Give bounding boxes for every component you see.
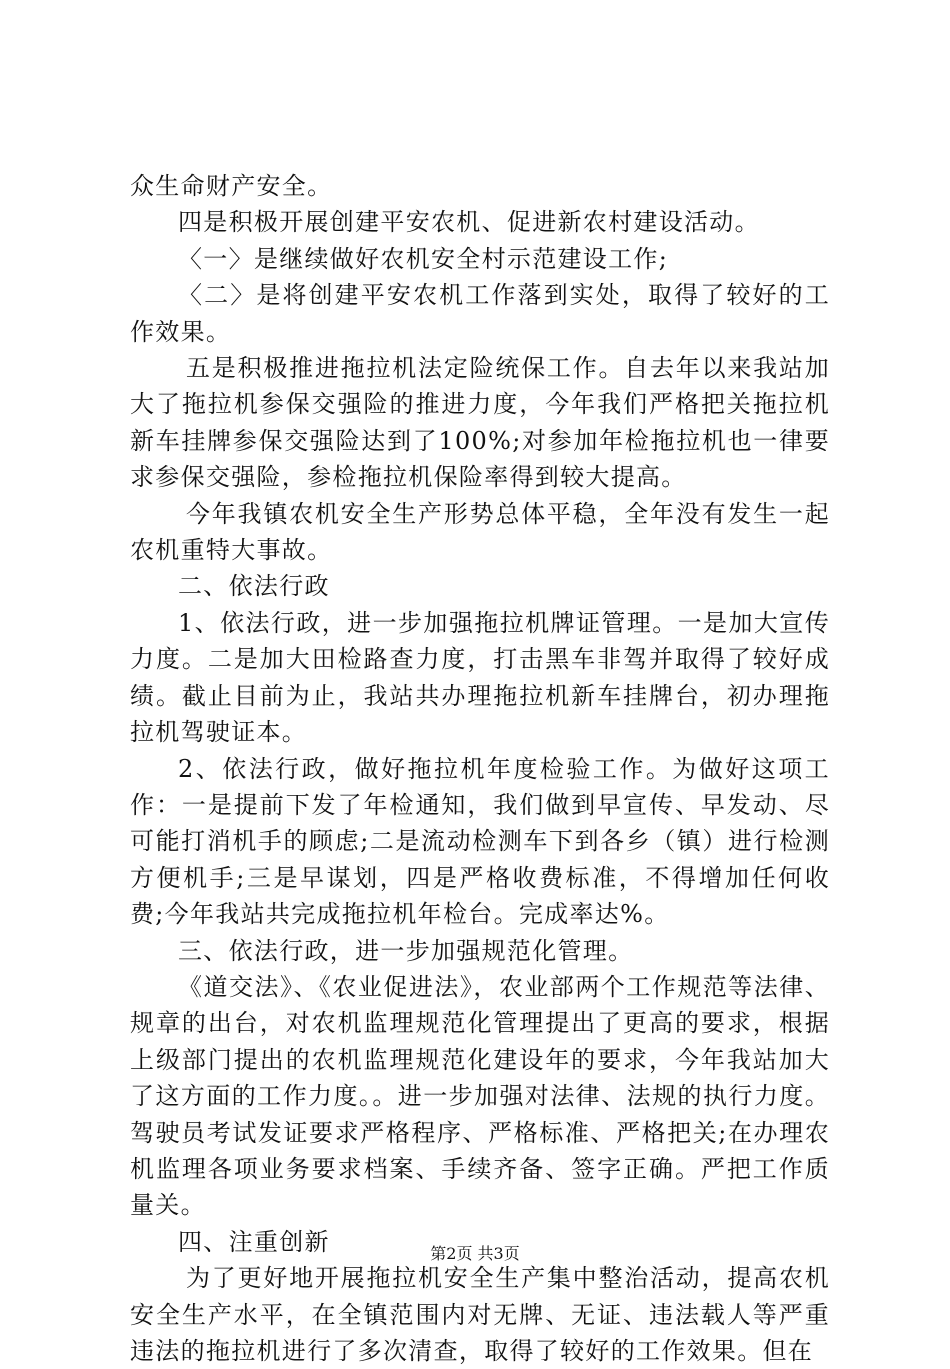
- section-heading-two: 二、依法行政: [178, 572, 330, 601]
- document-body: [130, 168, 830, 1369]
- paragraph-item-four: 四是积极开展创建平安农机、促进新农村建设活动。: [178, 208, 760, 237]
- paragraph-law-two: 2、依法行政，做好拖拉机年度检验工作。为做好这项工作：一是提前下发了年检通知，我们做到早宣传、早发动、尽可能打消机手的顾虑;二是流动检测车下到各乡（镇）进行检测方便机手;三是早谋划，四是严格收费标准，不得增加任何收费;今年我站共完成拖拉机年检台。完成率达%。: [130, 754, 830, 929]
- paragraph-regulation: 《道交法》、《农业促进法》，农业部两个工作规范等法律、规章的出台，对农机监理规范化管理提出了更高的要求，根据上级部门提出的农机监理规范化建设年的要求，今年我站加大了这方面的工作力度。。进一步加强对法律、法规的执行力度。驾驶员考试发证要求严格程序、严格标准、严格把关;在办理农机监理各项业务要求档案、手续齐备、签字正确。严把工作质量关。: [130, 972, 830, 1220]
- paragraph-law-one: 1、依法行政，进一步加强拖拉机牌证管理。一是加大宣传力度。二是加大田检路查力度，打击黑车非驾并取得了较好成绩。截止目前为止，我站共办理拖拉机新车挂牌台，初办理拖拉机驾驶证本。: [130, 608, 830, 747]
- paragraph-continuation: 众生命财产安全。: [130, 172, 333, 200]
- paragraph-item-five: 五是积极推进拖拉机法定险统保工作。自去年以来我站加大了拖拉机参保交强险的推进力度，今年我们严格把关拖拉机新车挂牌参保交强险达到了100%;对参加年检拖拉机也一律要求参保交强险，参检拖拉机保险率得到较大提高。: [130, 354, 830, 492]
- paragraph-innovation: 为了更好地开展拖拉机安全生产集中整治活动，提高农机安全生产水平，在全镇范围内对无牌、无证、违法载人等严重违法的拖拉机进行了多次清查，取得了较好的工作效果。但在: [130, 1264, 830, 1365]
- paragraph-subitem-one: 〈一〉是继续做好农机安全村示范建设工作;: [178, 244, 669, 273]
- paragraph-summary: 今年我镇农机安全生产形势总体平稳，全年没有发生一起农机重特大事故。: [130, 499, 830, 565]
- section-heading-three: 三、依法行政，进一步加强规范化管理。: [178, 936, 634, 965]
- section-heading-four: 四、注重创新: [178, 1227, 330, 1256]
- paragraph-subitem-two: 〈二〉是将创建平安农机工作落到实处，取得了较好的工作效果。: [130, 281, 830, 346]
- page-number-footer: 第2页 共3页: [430, 1244, 520, 1263]
